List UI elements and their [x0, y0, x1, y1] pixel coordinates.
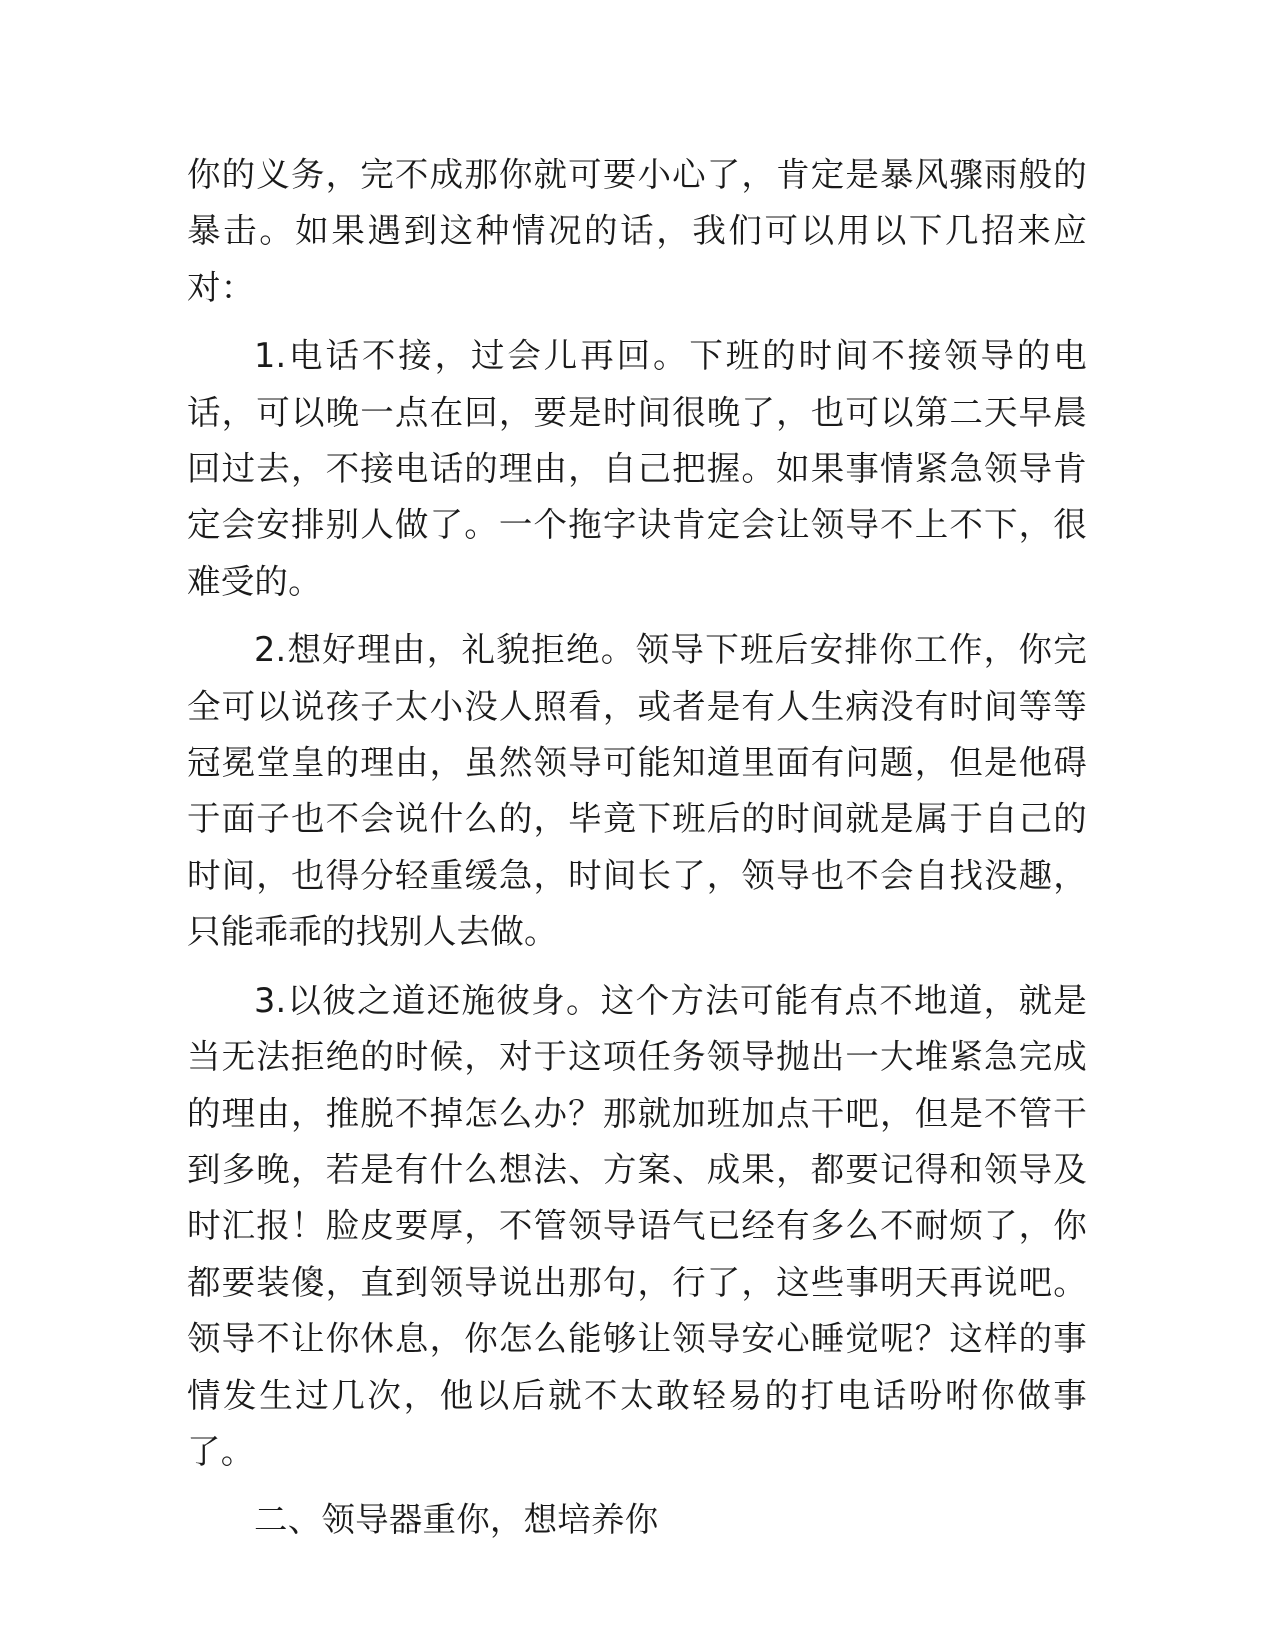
paragraph-tip-1: 1.电话不接，过会儿再回。下班的时间不接领导的电话，可以晚一点在回，要是时间很晚了，也可以第二天早晨回过去，不接电话的理由，自己把握。如果事情紧急领导肯定会安排别人做了。一个拖字诀肯定会让领导不上不下，很难受的。 [187, 336, 1087, 601]
paragraph-continuation: 你的义务，完不成那你就可要小心了，肯定是暴风骤雨般的暴击。如果遇到这种情况的话，我们可以用以下几招来应对： [187, 155, 1087, 307]
section-heading: 二、领导器重你，想培养你 [254, 1500, 659, 1540]
paragraph-tip-3: 3.以彼之道还施彼身。这个方法可能有点不地道，就是当无法拒绝的时候，对于这项任务领导抛出一大堆紧急完成的理由，推脱不掉怎么办？那就加班加点干吧，但是不管干到多晚，若是有什么想法、方案、成果，都要记得和领导及时汇报！脸皮要厚，不管领导语气已经有多么不耐烦了，你都要装傻，直到领导说出那句，行了，这些事明天再说吧。领导不让你休息，你怎么能够让领导安心睡觉呢？这样的事情发生过几次，他以后就不太敢轻易的打电话吩咐你做事了。 [187, 980, 1087, 1471]
document-body [187, 147, 1087, 1561]
paragraph-tip-2: 2.想好理由，礼貌拒绝。领导下班后安排你工作，你完全可以说孩子太小没人照看，或者是有人生病没有时间等等冠冕堂皇的理由，虽然领导可能知道里面有问题，但是他碍于面子也不会说什么的，毕竟下班后的时间就是属于自己的时间，也得分轻重缓急，时间长了，领导也不会自找没趣，只能乖乖的找别人去做。 [187, 630, 1087, 952]
